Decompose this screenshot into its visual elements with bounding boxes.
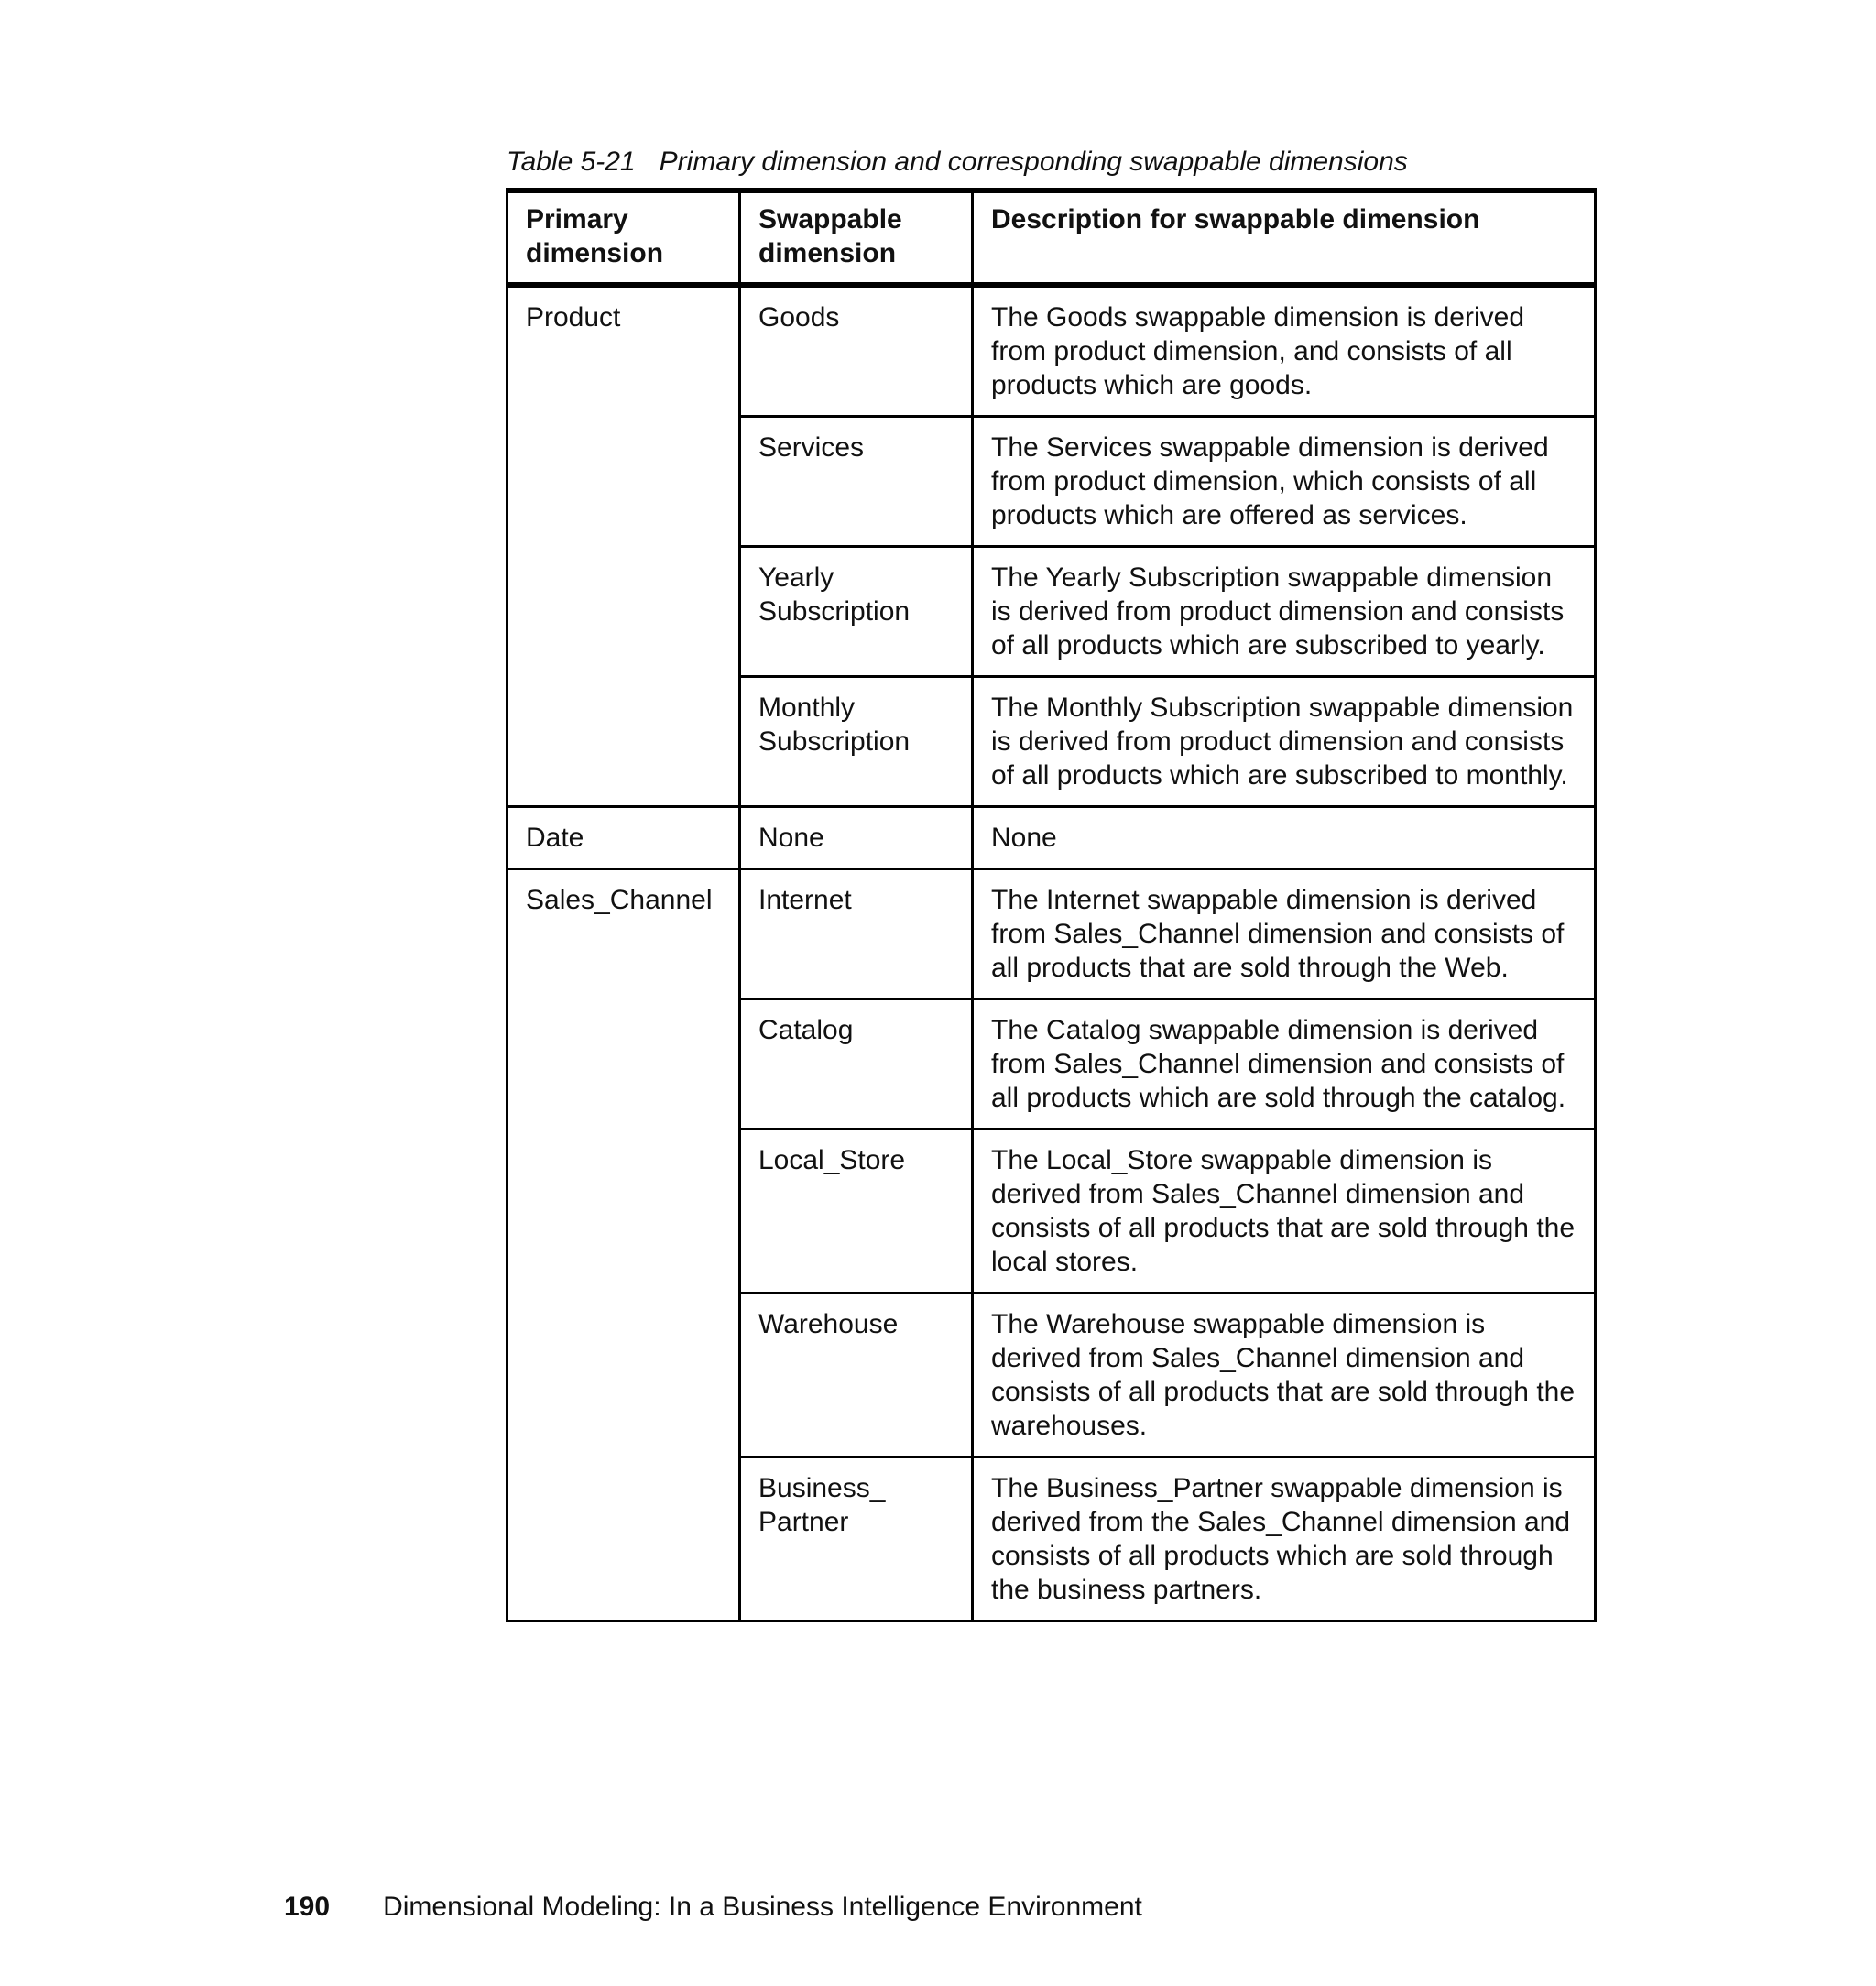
swappable-dimension-cell: Goods xyxy=(740,285,973,417)
swappable-dimension-cell: Catalog xyxy=(740,999,973,1129)
description-cell: The Monthly Subscription swappable dimension is derived from product dimension and consists of all products which are subscribed to monthly. xyxy=(973,677,1596,807)
swappable-dimension-cell: Warehouse xyxy=(740,1293,973,1457)
swappable-dimension-cell: None xyxy=(740,807,973,869)
primary-dimension-cell: Date xyxy=(507,807,740,869)
primary-dimension-cell: Product xyxy=(507,285,740,807)
swappable-dimension-cell: Local_Store xyxy=(740,1129,973,1293)
table-row xyxy=(507,285,1596,417)
description-cell: The Services swappable dimension is derived from product dimension, which consists of all products which are offered as services. xyxy=(973,417,1596,547)
description-cell: The Local_Store swappable dimension is derived from Sales_Channel dimension and consists of all products that are sold through the local stores. xyxy=(973,1129,1596,1293)
header-swappable-dimension: Swappable dimension xyxy=(740,191,973,285)
description-cell: None xyxy=(973,807,1596,869)
page-footer xyxy=(284,1892,1142,1923)
swappable-dimension-cell: Monthly Subscription xyxy=(740,677,973,807)
swappable-dimensions-table xyxy=(506,188,1597,1622)
swappable-dimension-cell: Internet xyxy=(740,869,973,999)
table-body xyxy=(507,285,1596,1621)
description-cell: The Goods swappable dimension is derived from product dimension, and consists of all products which are goods. xyxy=(973,285,1596,417)
header-description: Description for swappable dimension xyxy=(973,191,1596,285)
table-row xyxy=(507,869,1596,999)
description-cell: The Yearly Subscription swappable dimension is derived from product dimension and consists of all products which are subscribed to yearly. xyxy=(973,547,1596,677)
swappable-dimension-cell: Yearly Subscription xyxy=(740,547,973,677)
table-caption xyxy=(507,147,1408,178)
description-cell: The Catalog swappable dimension is derived from Sales_Channel dimension and consists of all products which are sold through the catalog. xyxy=(973,999,1596,1129)
table-row xyxy=(507,807,1596,869)
page-number: 190 xyxy=(284,1892,331,1922)
header-primary-dimension: Primary dimension xyxy=(507,191,740,285)
table-caption-title: Primary dimension and corresponding swappable dimensions xyxy=(659,147,1408,177)
description-cell: The Internet swappable dimension is derived from Sales_Channel dimension and consists of all products that are sold through the Web. xyxy=(973,869,1596,999)
book-title: Dimensional Modeling: In a Business Intelligence Environment xyxy=(383,1892,1142,1922)
swappable-dimension-cell: Services xyxy=(740,417,973,547)
swappable-dimension-cell: Business_ Partner xyxy=(740,1457,973,1621)
primary-dimension-cell: Sales_Channel xyxy=(507,869,740,1621)
description-cell: The Business_Partner swappable dimension is derived from the Sales_Channel dimension and consists of all products which are sold through the business partners. xyxy=(973,1457,1596,1621)
table-caption-number: Table 5-21 xyxy=(507,147,636,177)
table-header-row xyxy=(507,191,1596,285)
description-cell: The Warehouse swappable dimension is derived from Sales_Channel dimension and consists of all products that are sold through the warehouses. xyxy=(973,1293,1596,1457)
